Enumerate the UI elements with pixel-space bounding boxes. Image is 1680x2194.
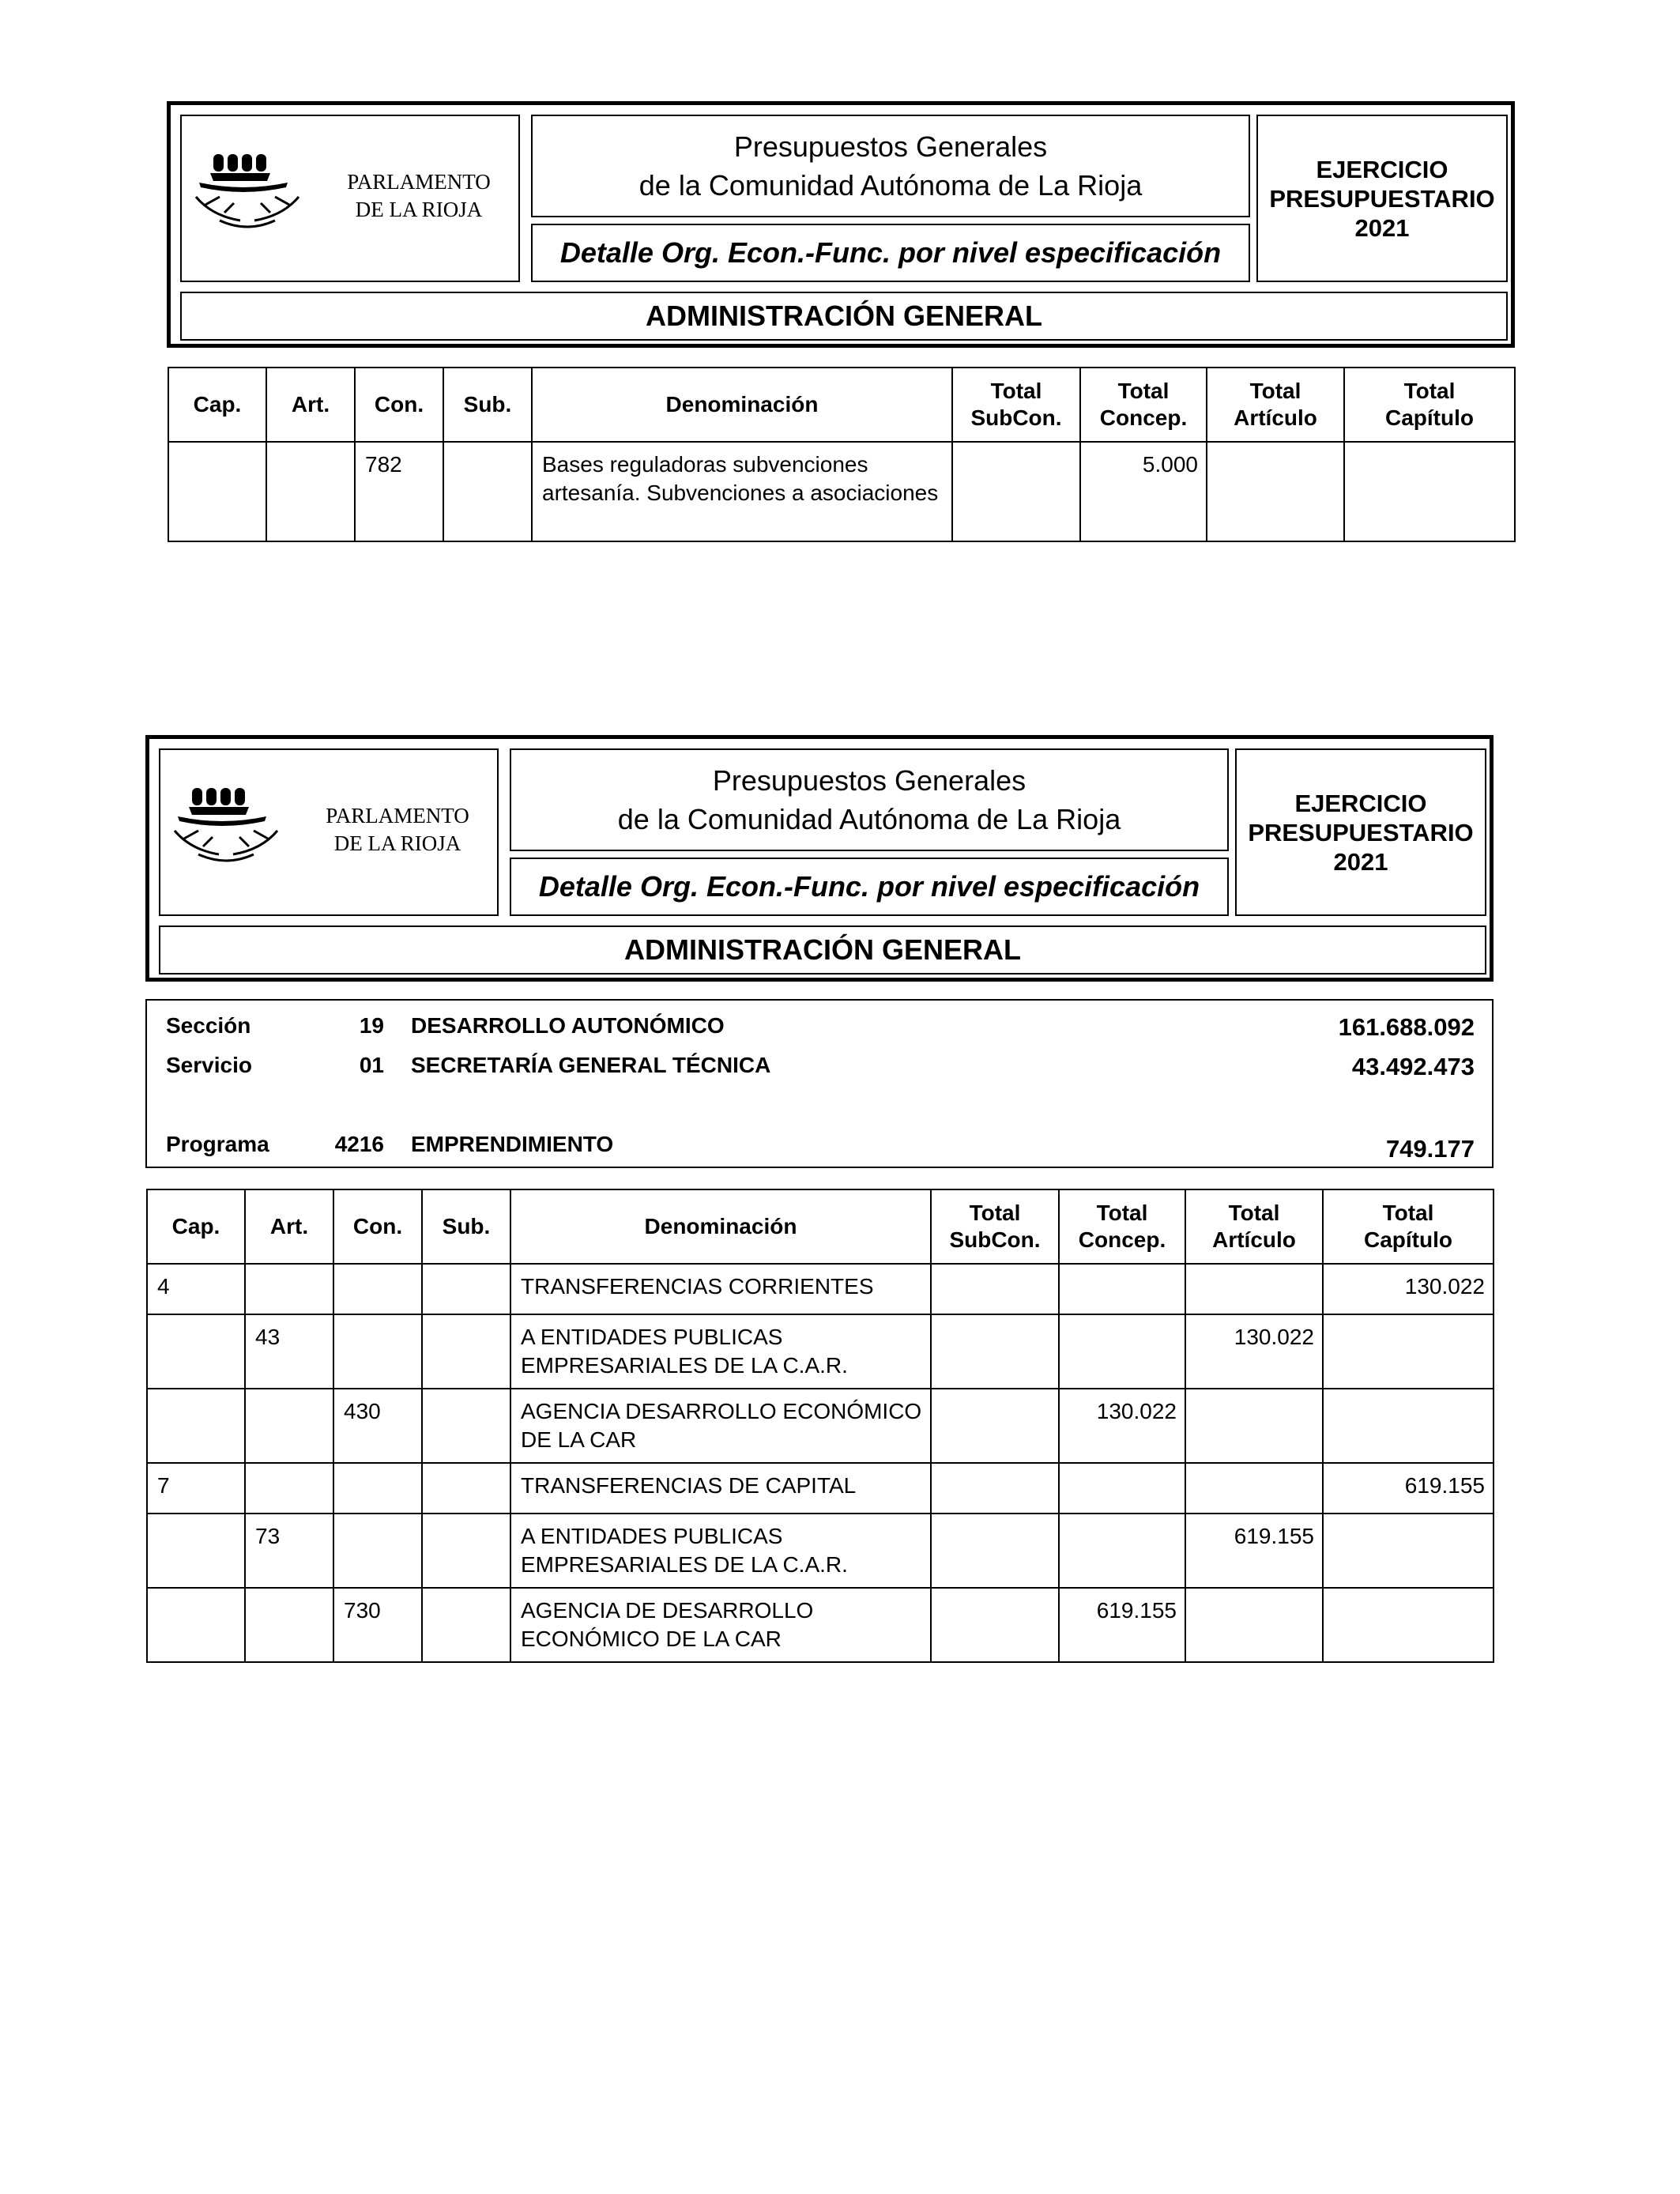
cell-cap [147,1588,245,1662]
cell-total-subcon [952,442,1080,541]
col-header-total-subcon: Total SubCon. [952,368,1080,442]
logo-box [159,748,499,916]
cell-total-concep [1059,1463,1185,1514]
servicio-label: Servicio [166,1053,252,1077]
servicio-amount: 43.492.473 [1351,1053,1475,1080]
ejercicio-box [1256,115,1508,282]
ejercicio-box [1235,748,1486,916]
cell-art [245,1463,333,1514]
cell-con [333,1514,422,1588]
cell-sub [422,1389,510,1463]
servicio-row [147,1053,1492,1084]
cell-cap [147,1314,245,1389]
cell-denominacion: AGENCIA DE DESARROLLO ECONÓMICO DE LA CAR [510,1588,931,1662]
cell-total-articulo [1185,1389,1323,1463]
cell-art [266,442,355,541]
cell-art: 73 [245,1514,333,1588]
cell-total-concep: 619.155 [1059,1588,1185,1662]
cell-total-capitulo: 130.022 [1323,1264,1494,1314]
admin-title: ADMINISTRACIÓN GENERAL [646,300,1042,332]
subtitle: Detalle Org. Econ.-Func. por nivel especificación [538,870,1200,903]
cell-cap [168,442,266,541]
seccion-name: DESARROLLO AUTONÓMICO [411,1013,725,1038]
seccion-row [147,1013,1492,1045]
cell-total-subcon [931,1314,1059,1389]
cell-denominacion: A ENTIDADES PUBLICAS EMPRESARIALES DE LA C.A.R. [510,1314,931,1389]
section-info [145,999,1494,1168]
ejercicio-line-2: PRESUPUESTARIO [1269,184,1495,213]
programa-amount: 749.177 [1385,1135,1475,1163]
title-line-1: Presupuestos Generales [712,764,1026,797]
col-header-sub: Sub. [422,1189,510,1264]
ejercicio-year: 2021 [1333,847,1388,876]
logo-text: PARLAMENTO DE LA RIOJA [347,170,491,221]
cell-sub [422,1463,510,1514]
cell-total-articulo [1185,1463,1323,1514]
col-header-con: Con. [333,1189,422,1264]
admin-box [159,925,1486,974]
cell-denominacion: AGENCIA DESARROLLO ECONÓMICO DE LA CAR [510,1389,931,1463]
parliament-logo-icon [188,148,307,235]
cell-total-subcon [931,1514,1059,1588]
cell-sub [422,1514,510,1588]
cell-art [245,1389,333,1463]
col-header-total-subcon: Total SubCon. [931,1189,1059,1264]
col-header-sub: Sub. [443,368,532,442]
col-header-total-concep: Total Concep. [1059,1189,1185,1264]
cell-total-subcon [931,1463,1059,1514]
subtitle-box [510,858,1229,916]
programa-name: EMPRENDIMIENTO [411,1132,614,1156]
document-header [145,735,1494,982]
cell-total-capitulo [1323,1588,1494,1662]
cell-cap: 4 [147,1264,245,1314]
cell-total-capitulo [1323,1389,1494,1463]
title-box [510,748,1229,851]
cell-con [333,1463,422,1514]
cell-total-concep [1059,1314,1185,1389]
col-header-art: Art. [245,1189,333,1264]
col-header-total-capitulo: Total Capítulo [1323,1189,1494,1264]
table-row [168,442,1515,541]
cell-con: 730 [333,1588,422,1662]
cell-denominacion: A ENTIDADES PUBLICAS EMPRESARIALES DE LA C.A.R. [510,1514,931,1588]
cell-total-subcon [931,1389,1059,1463]
seccion-code: 19 [359,1013,384,1038]
cell-sub [422,1588,510,1662]
col-header-denominacion: Denominación [510,1189,931,1264]
cell-denominacion: TRANSFERENCIAS CORRIENTES [510,1264,931,1314]
table-row [147,1463,1494,1514]
col-header-con: Con. [355,368,443,442]
cell-denominacion: TRANSFERENCIAS DE CAPITAL [510,1463,931,1514]
seccion-amount: 161.688.092 [1338,1013,1475,1041]
document-header [167,101,1515,348]
cell-total-concep [1059,1514,1185,1588]
cell-total-articulo [1185,1588,1323,1662]
col-header-cap: Cap. [147,1189,245,1264]
cell-total-concep: 5.000 [1080,442,1207,541]
cell-art [245,1588,333,1662]
table-row [147,1514,1494,1588]
ejercicio-line-2: PRESUPUESTARIO [1248,818,1474,846]
seccion-label: Sección [166,1013,251,1038]
subtitle: Detalle Org. Econ.-Func. por nivel especificación [559,236,1222,269]
cell-cap [147,1389,245,1463]
table-row [147,1314,1494,1389]
cell-cap: 7 [147,1463,245,1514]
col-header-total-capitulo: Total Capítulo [1344,368,1515,442]
cell-total-capitulo [1323,1314,1494,1389]
cell-total-capitulo [1323,1514,1494,1588]
title-box [531,115,1250,217]
cell-total-subcon [931,1264,1059,1314]
table-header-row [168,368,1515,442]
cell-sub [443,442,532,541]
cell-cap [147,1514,245,1588]
table-row [147,1588,1494,1662]
parliament-logo-icon [167,782,285,869]
servicio-code: 01 [359,1053,384,1077]
cell-total-capitulo [1344,442,1515,541]
budget-table-1 [168,367,1516,542]
col-header-denominacion: Denominación [532,368,952,442]
col-header-cap: Cap. [168,368,266,442]
cell-con: 430 [333,1389,422,1463]
cell-art: 43 [245,1314,333,1389]
programa-label: Programa [166,1132,269,1156]
title-line-2: de la Comunidad Autónoma de La Rioja [638,169,1143,202]
logo-text: PARLAMENTO DE LA RIOJA [326,804,469,855]
cell-total-concep: 130.022 [1059,1389,1185,1463]
title-line-2: de la Comunidad Autónoma de La Rioja [617,803,1121,835]
cell-total-articulo [1185,1264,1323,1314]
subtitle-box [531,224,1250,282]
ejercicio-year: 2021 [1354,213,1410,242]
cell-total-subcon [931,1588,1059,1662]
cell-denominacion: Bases reguladoras subvenciones artesanía. Subvenciones a asociaciones [532,442,952,541]
admin-box [180,292,1508,341]
cell-art [245,1264,333,1314]
table-header-row [147,1189,1494,1264]
table-row [147,1264,1494,1314]
cell-con [333,1314,422,1389]
cell-total-capitulo: 619.155 [1323,1463,1494,1514]
col-header-total-concep: Total Concep. [1080,368,1207,442]
title-line-1: Presupuestos Generales [733,130,1048,163]
cell-con: 782 [355,442,443,541]
ejercicio-line-1: EJERCICIO [1316,155,1448,183]
cell-sub [422,1264,510,1314]
cell-total-articulo: 130.022 [1185,1314,1323,1389]
cell-sub [422,1314,510,1389]
logo-box [180,115,520,282]
programa-row [147,1132,1492,1163]
budget-table-2 [146,1189,1494,1663]
table-row [147,1389,1494,1463]
ejercicio-line-1: EJERCICIO [1294,789,1427,817]
cell-total-articulo: 619.155 [1185,1514,1323,1588]
col-header-art: Art. [266,368,355,442]
programa-code: 4216 [334,1132,384,1156]
servicio-name: SECRETARÍA GENERAL TÉCNICA [411,1053,771,1077]
cell-con [333,1264,422,1314]
admin-title: ADMINISTRACIÓN GENERAL [624,933,1021,966]
cell-total-articulo [1207,442,1344,541]
col-header-total-articulo: Total Artículo [1185,1189,1323,1264]
cell-total-concep [1059,1264,1185,1314]
col-header-total-articulo: Total Artículo [1207,368,1344,442]
